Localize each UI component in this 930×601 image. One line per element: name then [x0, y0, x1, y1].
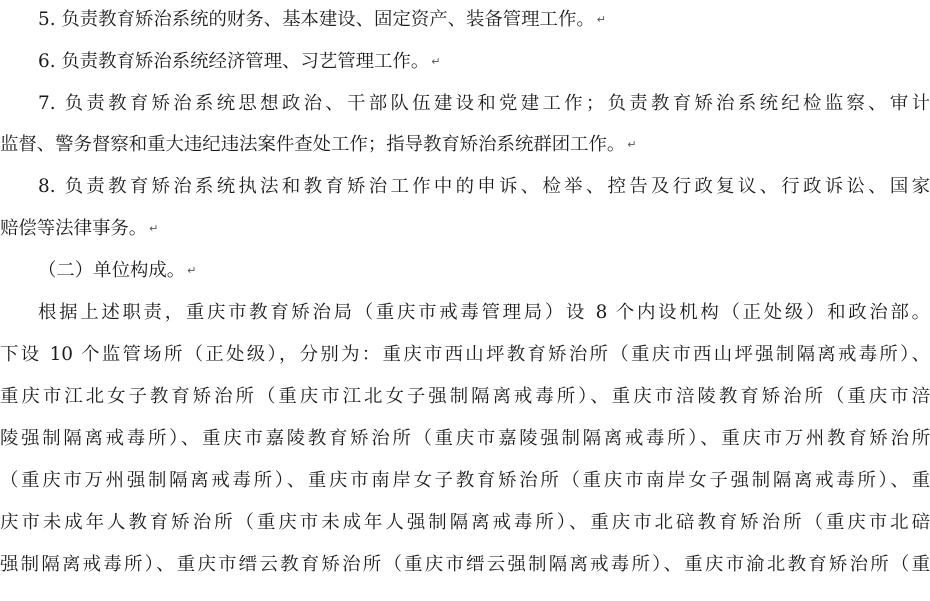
paragraph-mark-icon: ↵: [596, 13, 606, 26]
paragraph-line-2: 下设 10 个监管场所（正处级），分别为：重庆市西山坪教育矫治所（重庆市西山坪强制隔离戒毒所）、: [0, 344, 930, 365]
item-6-text: 6. 负责教育矫治系统经济管理、习艺管理工作。: [38, 51, 430, 72]
paragraph-line-5: （重庆市万州强制隔离戒毒所）、重庆市南岸女子教育矫治所（重庆市南岸女子强制隔离戒毒所）、重: [0, 470, 930, 491]
section-heading-text: （二）单位构成。: [38, 260, 186, 281]
list-item-5: [38, 5, 930, 35]
list-item-7-line-1: 7. 负责教育矫治系统思想政治、干部队伍建设和党建工作；负责教育矫治系统纪检监察、审计: [38, 93, 930, 114]
item-7-text-end: 监督、警务督察和重大违纪违法案件查处工作；指导教育矫治系统群团工作。: [0, 134, 626, 155]
paragraph-line-3: 重庆市江北女子教育矫治所（重庆市江北女子强制隔离戒毒所）、重庆市涪陵教育矫治所（重庆市涪: [0, 386, 930, 407]
paragraph-mark-icon: ↵: [627, 138, 637, 151]
paragraph-mark-icon: ↵: [149, 222, 159, 235]
paragraph-mark-icon: ↵: [431, 55, 441, 68]
item-8-text-end: 赔偿等法律事务。: [0, 218, 148, 239]
list-item-6: [38, 47, 930, 77]
paragraph-line-6: 庆市未成年人教育矫治所（重庆市未成年人强制隔离戒毒所）、重庆市北碚教育矫治所（重庆市北碚: [0, 512, 930, 533]
list-item-8-line-1: 8. 负责教育矫治系统执法和教育矫治工作中的申诉、检举、控告及行政复议、行政诉讼、国家: [38, 176, 930, 197]
list-item-7-line-2: [0, 130, 930, 160]
paragraph-line-4: 陵强制隔离戒毒所）、重庆市嘉陵教育矫治所（重庆市嘉陵强制隔离戒毒所）、重庆市万州教育矫治所: [0, 428, 930, 449]
paragraph-mark-icon: ↵: [187, 264, 197, 277]
item-5-text: 5. 负责教育矫治系统的财务、基本建设、固定资产、装备管理工作。: [38, 9, 595, 30]
section-heading: [38, 256, 930, 286]
paragraph-line-1: 根据上述职责，重庆市教育矫治局（重庆市戒毒管理局）设 8 个内设机构（正处级）和政治部。: [38, 302, 930, 323]
list-item-8-line-2: [0, 214, 930, 244]
paragraph-line-7: 强制隔离戒毒所）、重庆市缙云教育矫治所（重庆市缙云强制隔离戒毒所）、重庆市渝北教育矫治所（重: [0, 554, 930, 575]
